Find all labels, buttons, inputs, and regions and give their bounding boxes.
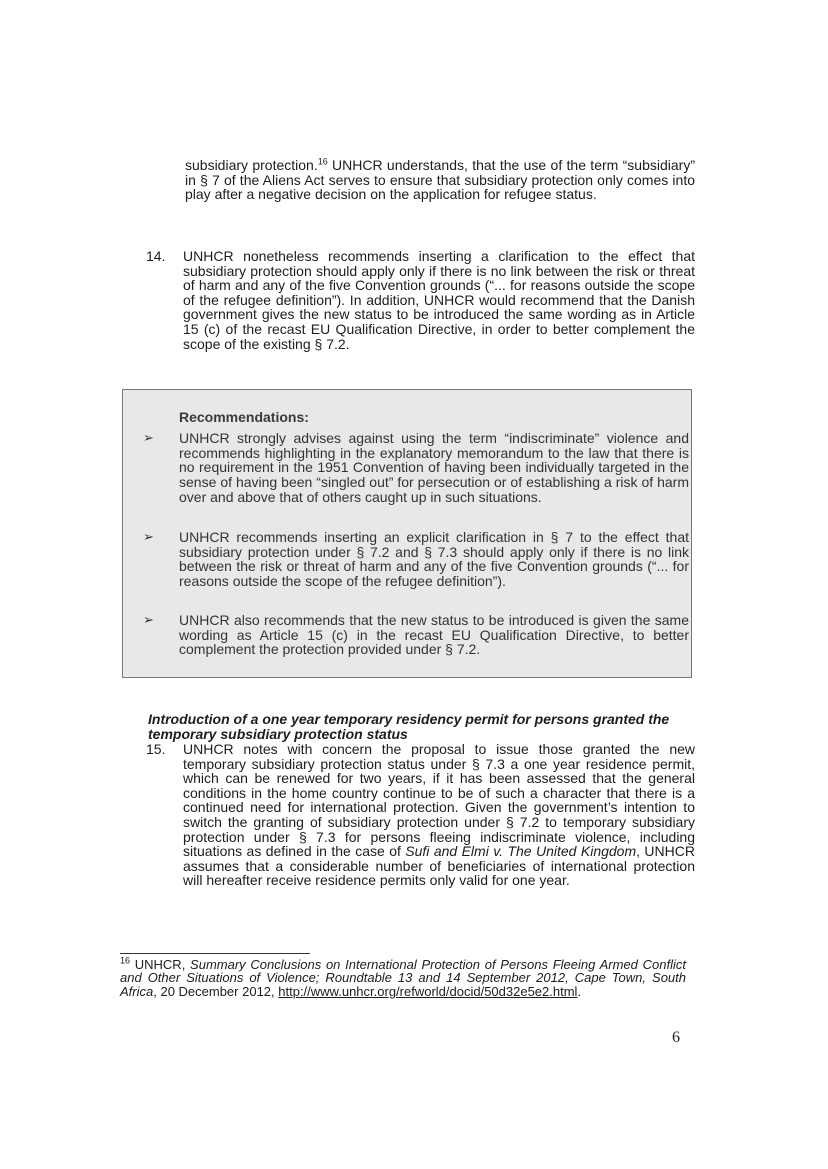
footnote-title: Summary Conclusions on International Protection of Persons Fleeing Armed Conflict and Other Situations of Violence; Roundtable 13 and 14 September 2012, Cape Town, South Africa bbox=[120, 957, 686, 999]
paragraph-text: UNHCR nonetheless recommends inserting a clarification to the effect that subsidiary protection should apply only if there is no link between the risk or threat of harm and any of the five Convention grounds (“... for reasons outside the scope of the refugee definition”). In addition, UNHCR would recommend that the Danish government gives the new status to be introduced the same wording as in Article 15 (c) of the recast EU Qualification Directive, in order to better complement the scope of the existing § 7.2. bbox=[183, 248, 695, 352]
paragraph-text-b: , UNHCR assumes that a considerable number of beneficiaries of international protection will hereafter receive residence permits only valid for one year. bbox=[183, 843, 695, 889]
para-text-b: UNHCR understands, that the use of the term “subsidiary” in § 7 of the Aliens Act serves to ensure that subsidiary protection only comes into play after a negative decision on the application for refugee status. bbox=[185, 157, 695, 203]
footnote-end: . bbox=[577, 983, 582, 999]
footnote-separator bbox=[120, 953, 310, 954]
arrow-bullet-icon: ➢ bbox=[143, 612, 154, 627]
recommendation-item bbox=[143, 613, 689, 657]
recommendation-text: UNHCR also recommends that the new status to be introduced is given the same wording as Article 15 (c) in the recast EU Qualification Directive, to better complement the protection provided under § 7.2. bbox=[179, 612, 689, 658]
recommendation-text: UNHCR recommends inserting an explicit clarification in § 7 to the effect that subsidiary protection under § 7.2 and § 7.3 should apply only if there is no link between the risk or threat of harm and any of the five Convention grounds (“... for reasons outside the scope of the refugee definition”). bbox=[179, 529, 689, 590]
paragraph-continuation bbox=[185, 158, 695, 202]
footnote-link[interactable]: http://www.unhcr.org/refworld/docid/50d32e5e2.html bbox=[278, 983, 578, 999]
section-heading: Introduction of a one year temporary residency permit for persons granted the temporary subsidiary protection status bbox=[148, 711, 670, 742]
footnote-lead: UNHCR, bbox=[130, 957, 191, 972]
recommendation-text: UNHCR strongly advises against using the term “indiscriminate” violence and recommends highlighting in the explanatory memorandum to the law that there is no requirement in the 1951 Convention of having been individually targeted in the sense of having been “singled out” for persecution or of establishing a risk of harm over and above that of others caught up in such situations. bbox=[179, 430, 689, 505]
arrow-bullet-icon: ➢ bbox=[143, 430, 154, 445]
footnote-reference[interactable]: 16 bbox=[317, 156, 328, 167]
numbered-paragraph-15 bbox=[146, 742, 695, 888]
arrow-bullet-icon: ➢ bbox=[143, 529, 154, 544]
paragraph-number: 15. bbox=[146, 741, 166, 757]
recommendations-box bbox=[122, 389, 692, 678]
para-text-a: subsidiary protection. bbox=[185, 157, 318, 173]
numbered-paragraph-14 bbox=[146, 249, 695, 351]
paragraph-text-a: UNHCR notes with concern the proposal to issue those granted the new temporary subsidiary protection status under § 7.3 a one year residence permit, which can be renewed for two years, if it has been assessed that the general conditions in the home country continue to be of such a character that there is a continued need for international protection. Given the government’s intention to switch the granting of subsidiary protection under § 7.2 to temporary subsidiary protection under § 7.3 for persons fleeing indiscriminate violence, including situations as defined in the case of bbox=[183, 741, 695, 860]
footnote bbox=[120, 955, 686, 999]
footnote-number: 16 bbox=[120, 955, 131, 966]
recommendations-title: Recommendations: bbox=[179, 409, 309, 425]
footnote-date: , 20 December 2012, bbox=[153, 983, 279, 999]
page-number: 6 bbox=[672, 1029, 680, 1046]
paragraph-number: 14. bbox=[146, 248, 166, 264]
recommendation-item bbox=[143, 431, 689, 505]
case-name: Sufi and Elmi v. The United Kingdom bbox=[405, 843, 637, 860]
paragraph-text bbox=[183, 742, 695, 888]
recommendation-item bbox=[143, 530, 689, 589]
